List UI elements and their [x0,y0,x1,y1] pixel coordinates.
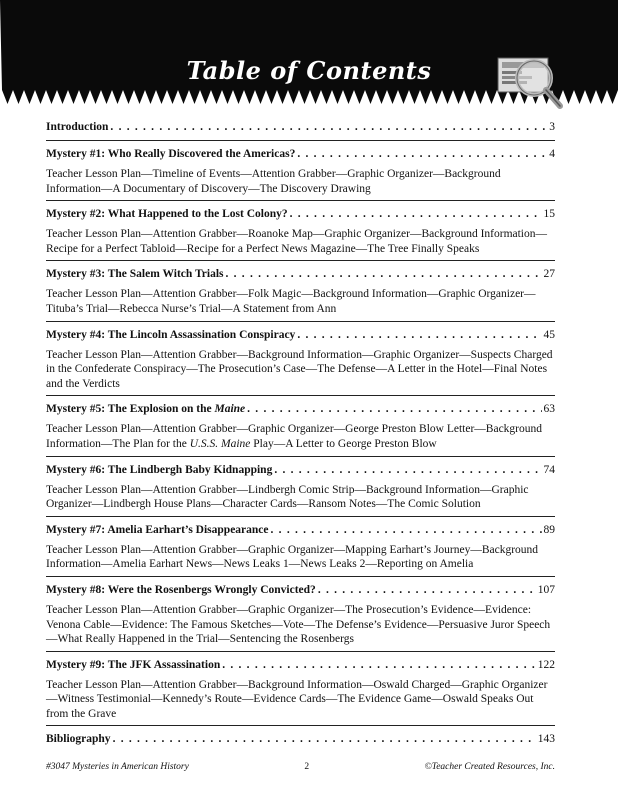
toc-entry-title: Mystery #2: What Happened to the Lost Colony? [46,208,288,221]
toc-entry [46,461,555,512]
header-banner [0,0,618,110]
toc-heading-row [46,118,555,136]
toc-entry-title: Mystery #1: Who Really Discovered the Americas? [46,148,296,160]
dot-leader [226,265,542,283]
dot-leader [110,118,547,136]
toc-entry-title: Mystery #9: The JFK Assassination [46,658,221,671]
toc-heading-row [46,205,555,223]
toc-entry-page: 15 [543,208,555,221]
toc-entry [46,118,555,136]
dot-leader [247,400,541,418]
toc-entry-page: 27 [543,268,555,281]
dot-leader [297,326,541,344]
toc-entry-title: Mystery #6: The Lindbergh Baby Kidnapping [46,463,273,476]
toc-entry-page: 63 [543,403,555,416]
toc-heading-row [46,461,555,479]
toc-heading-row [46,581,555,599]
divider [46,651,555,652]
toc-entry-page: 107 [537,583,555,596]
toc-entry-page: 143 [537,733,555,746]
table-of-contents [46,118,555,748]
divider [46,395,555,396]
divider [46,200,555,201]
toc-entry-description: Teacher Lesson Plan—Attention Grabber—Graphic Organizer—The Prosecution’s Evidence—Evidence: Venona Cable—Evidence: The Famous Sketches—Vote—The Defense’s Evidence—Persuasive Juror Speech—What Really Happened in the Trial—Sentencing the Rosenbergs [46,603,551,646]
toc-entry-description: Teacher Lesson Plan—Attention Grabber—Folk Magic—Background Information—Graphic Organizer—Tituba’s Trial—Rebecca Nurse’s Trial—A Statement from Ann [46,288,536,315]
dot-leader [271,521,542,539]
toc-entry-title: Mystery #3: The Salem Witch Trials [46,268,224,281]
dot-leader [318,581,536,599]
divider [46,725,555,726]
footer-copyright: ©Teacher Created Resources, Inc. [424,762,555,772]
toc-entry-description: Teacher Lesson Plan—Attention Grabber—Graphic Organizer—George Preston Blow Letter—Background Information—The Plan for the U.S.S. Maine Play—A Letter to George Preston Blow [46,423,542,450]
toc-entry-title: Introduction [46,121,109,133]
footer-book-title: #3047 Mysteries in American History [46,762,189,772]
toc-entry [46,400,555,451]
dot-leader [113,730,536,748]
toc-entry-page: 122 [537,658,555,671]
dot-leader [297,145,547,163]
toc-entry [46,205,555,256]
toc-entry-page: 4 [549,148,555,160]
toc-entry-title: Mystery #7: Amelia Earhart’s Disappearance [46,523,269,536]
toc-heading-row [46,145,555,163]
divider [46,516,555,517]
divider [46,260,555,261]
toc-entry-page: 3 [549,121,555,133]
toc-heading-row [46,326,555,344]
toc-entry-title: Bibliography [46,733,111,746]
toc-heading-row [46,521,555,539]
divider [46,321,555,322]
toc-entry [46,581,555,647]
toc-entry [46,326,555,392]
toc-entry-description: Teacher Lesson Plan—Attention Grabber—Background Information—Oswald Charged—Graphic Organizer—Witness Testimonial—Kennedy’s Route—Evidence Cards—The Evidence Game—Oswald Speaks Out from the Grave [46,678,548,720]
toc-heading-row [46,400,555,418]
page-footer [46,762,555,772]
toc-entry-page: 45 [543,328,555,341]
toc-entry [46,145,555,196]
toc-entry [46,730,555,748]
divider [46,140,555,141]
toc-entry-page: 74 [543,463,555,476]
page-title: Table of Contents [186,56,432,85]
dot-leader [222,656,536,674]
toc-heading-row [46,656,555,674]
toc-entry-description: Teacher Lesson Plan—Timeline of Events—Attention Grabber—Graphic Organizer—Background Information—A Documentary of Discovery—The Discovery Drawing [46,168,501,195]
divider [46,576,555,577]
toc-entry-page: 89 [543,523,555,536]
toc-entry [46,521,555,572]
toc-heading-row [46,265,555,283]
toc-entry-title: Mystery #8: Were the Rosenbergs Wrongly Convicted? [46,583,316,596]
footer-page-number: 2 [304,762,310,772]
toc-entry-description: Teacher Lesson Plan—Attention Grabber—Graphic Organizer—Mapping Earhart’s Journey—Background Information—Amelia Earhart News—News Leaks 1—News Leaks 2—Reporting on Amelia [46,543,539,571]
dot-leader [274,461,541,479]
toc-entry-title: Mystery #5: The Explosion on the Maine [46,403,246,416]
toc-entry-description: Teacher Lesson Plan—Attention Grabber—Lindbergh Comic Strip—Background Information—Graphic Organizer—Lindbergh House Plans—Character Cards—Ransom Notes—The Comic Solution [46,483,529,511]
toc-entry-description: Teacher Lesson Plan—Attention Grabber—Background Information—Graphic Organizer—Suspects Charged in the Confederate Conspiracy—The Prosecution’s Case—The Defense—A Letter in the Hotel—Final Notes and the Verdicts [46,348,553,390]
toc-entry [46,265,555,316]
toc-entry-title: Mystery #4: The Lincoln Assassination Conspiracy [46,328,296,341]
toc-entry [46,656,555,722]
toc-heading-row [46,730,555,748]
dot-leader [290,205,542,223]
divider [46,456,555,457]
toc-entry-description: Teacher Lesson Plan—Attention Grabber—Roanoke Map—Graphic Organizer—Background Information—Recipe for a Perfect Tabloid—Recipe for a Perfect News Magazine—The Tree Finally Speaks [46,228,548,255]
